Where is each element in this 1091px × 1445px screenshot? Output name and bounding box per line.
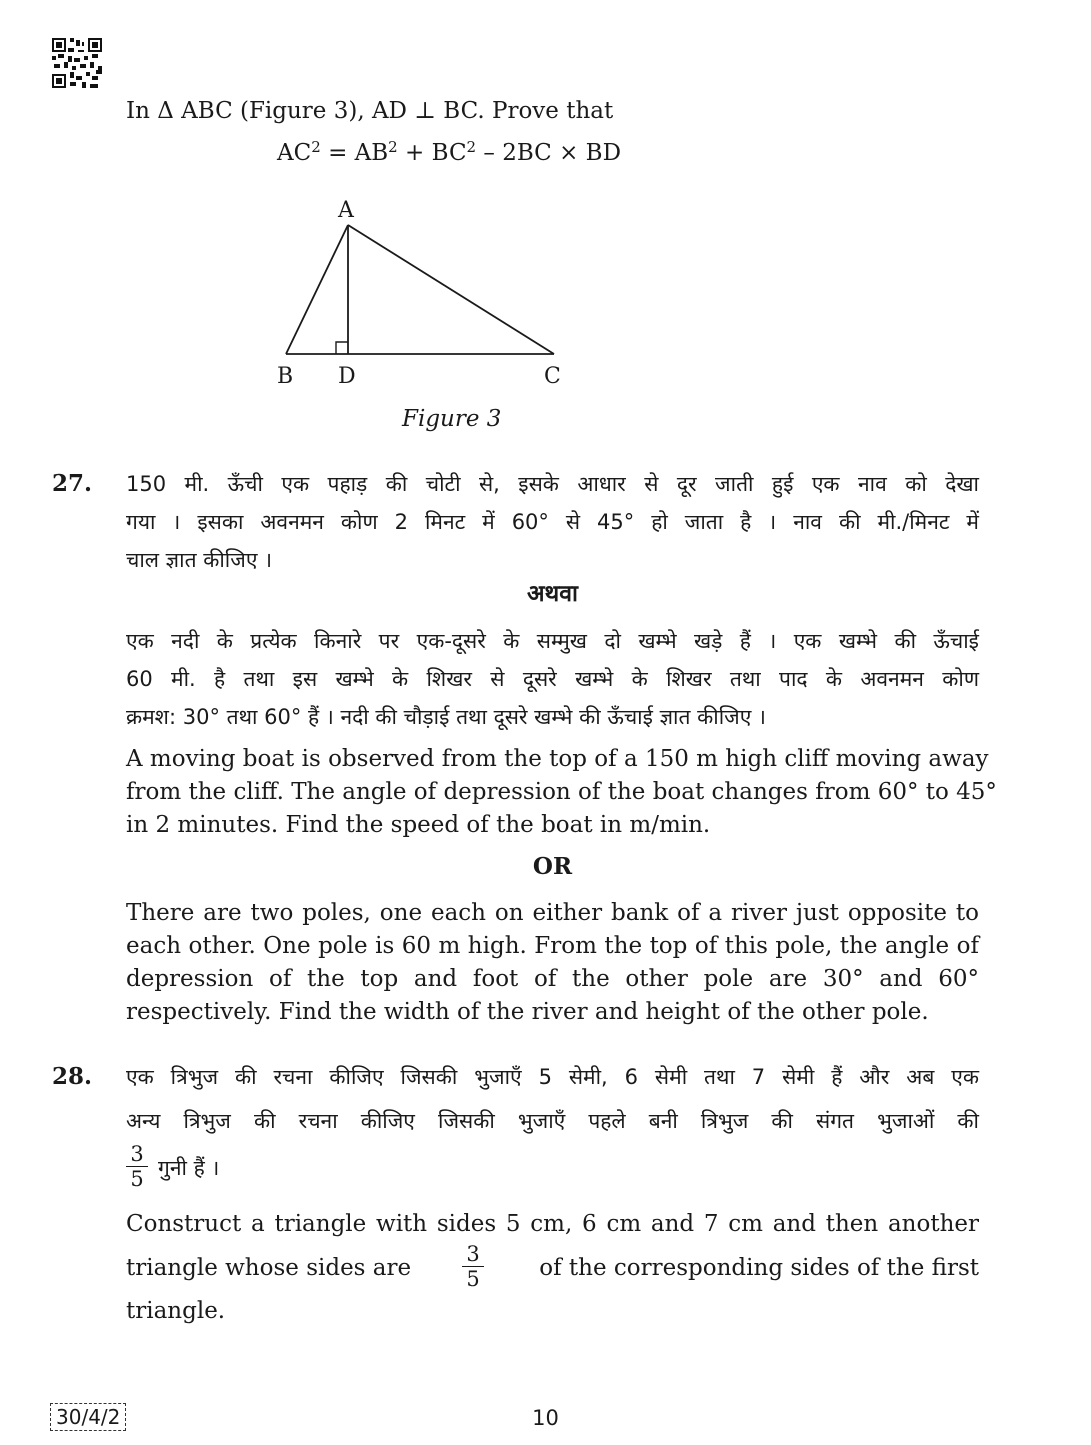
q28-hindi-line: अन्य त्रिभुज की रचना कीजिए जिसकी भुजाएँ पहले बनी त्रिभुज की संगत भुजाओं की (126, 1109, 979, 1133)
question-number: 27. (52, 470, 93, 497)
paper-code-badge: 30/4/2 (50, 1403, 126, 1431)
eq-part: AC (277, 140, 312, 166)
q27-english-or-line: respectively. Find the width of the river and height of the other pole. (126, 999, 929, 1025)
qr-code-icon (52, 38, 102, 88)
page-number: 10 (532, 1406, 559, 1430)
q27-hindi-or-line: एक नदी के प्रत्येक किनारे पर एक-दूसरे के सम्मुख दो खम्भे खड़े हैं । एक खम्भे की ऊँचाई (126, 629, 979, 653)
q26-statement: In Δ ABC (Figure 3), AD ⊥ BC. Prove that (126, 98, 614, 124)
vertex-label-c: C (544, 364, 561, 389)
or-english-heading: OR (532, 853, 573, 880)
q27-english-or-line: depression of the top and foot of the other pole are 30° and 60° (126, 966, 979, 992)
eq-part: = AB (320, 140, 389, 166)
vertex-label-b: B (277, 364, 294, 389)
side-ab (286, 225, 348, 354)
q27-english-or-line: There are two poles, one each on either bank of a river just opposite to (126, 900, 979, 926)
q27-english-line: in 2 minutes. Find the speed of the boat in m/min. (126, 812, 711, 838)
q27-hindi-or-line: क्रमश: 30° तथा 60° हैं । नदी की चौड़ाई तथा दूसरे खम्भे की ऊँचाई ज्ञात कीजिए । (126, 705, 766, 729)
fraction (462, 1243, 484, 1290)
q28-english-line: triangle. (126, 1298, 226, 1324)
eq-part: + BC (397, 140, 467, 166)
q27-hindi-line: 150 मी. ऊँची एक पहाड़ की चोटी से, इसके आधार से दूर जाती हुई एक नाव को देखा (126, 472, 979, 496)
vertex-label-a: A (338, 198, 354, 223)
q28-hindi-line: एक त्रिभुज की रचना कीजिए जिसकी भुजाएँ 5 सेमी, 6 सेमी तथा 7 सेमी हैं और अब एक (126, 1065, 979, 1089)
q27-hindi-or-line: 60 मी. है तथा इस खम्भे के शिखर से दूसरे खम्भे के शिखर तथा पाद के अवनमन कोण (126, 667, 979, 691)
q28-english-line-part: of the corresponding sides of the first (539, 1255, 979, 1281)
q28-english-line: Construct a triangle with sides 5 cm, 6 cm and 7 cm and then another (126, 1211, 979, 1237)
q27-english-or-line: each other. One pole is 60 m high. From the top of this pole, the angle of (126, 933, 979, 959)
q26-equation (277, 139, 621, 167)
eq-exponent: 2 (311, 138, 321, 156)
eq-part: – 2BC × BD (476, 140, 622, 166)
right-angle-marker (336, 342, 348, 354)
figure-3-triangle (270, 195, 580, 395)
eq-exponent: 2 (388, 138, 398, 156)
side-ac (348, 225, 554, 354)
fraction (126, 1143, 148, 1190)
fraction-denominator: 5 (466, 1267, 480, 1291)
fraction-denominator: 5 (130, 1167, 144, 1191)
q27-english-line: A moving boat is observed from the top of a 150 m high cliff moving away (126, 746, 989, 772)
q27-english-line: from the cliff. The angle of depression of the boat changes from 60° to 45° (126, 779, 997, 805)
question-number: 28. (52, 1063, 93, 1090)
vertex-label-d: D (338, 364, 356, 389)
fraction-numerator: 3 (130, 1142, 144, 1166)
eq-exponent: 2 (466, 138, 477, 156)
q27-hindi-line: चाल ज्ञात कीजिए । (126, 548, 273, 572)
or-hindi-heading: अथवा (526, 581, 578, 607)
figure-caption: Figure 3 (402, 406, 502, 432)
q28-hindi-tail: गुनी हैं । (158, 1156, 220, 1180)
q27-hindi-line: गया । इसका अवनमन कोण 2 मिनट में 60° से 45° हो जाता है । नाव की मी./मिनट में (126, 510, 979, 534)
q28-english-line-part: triangle whose sides are (126, 1255, 412, 1281)
fraction-numerator: 3 (466, 1242, 480, 1266)
